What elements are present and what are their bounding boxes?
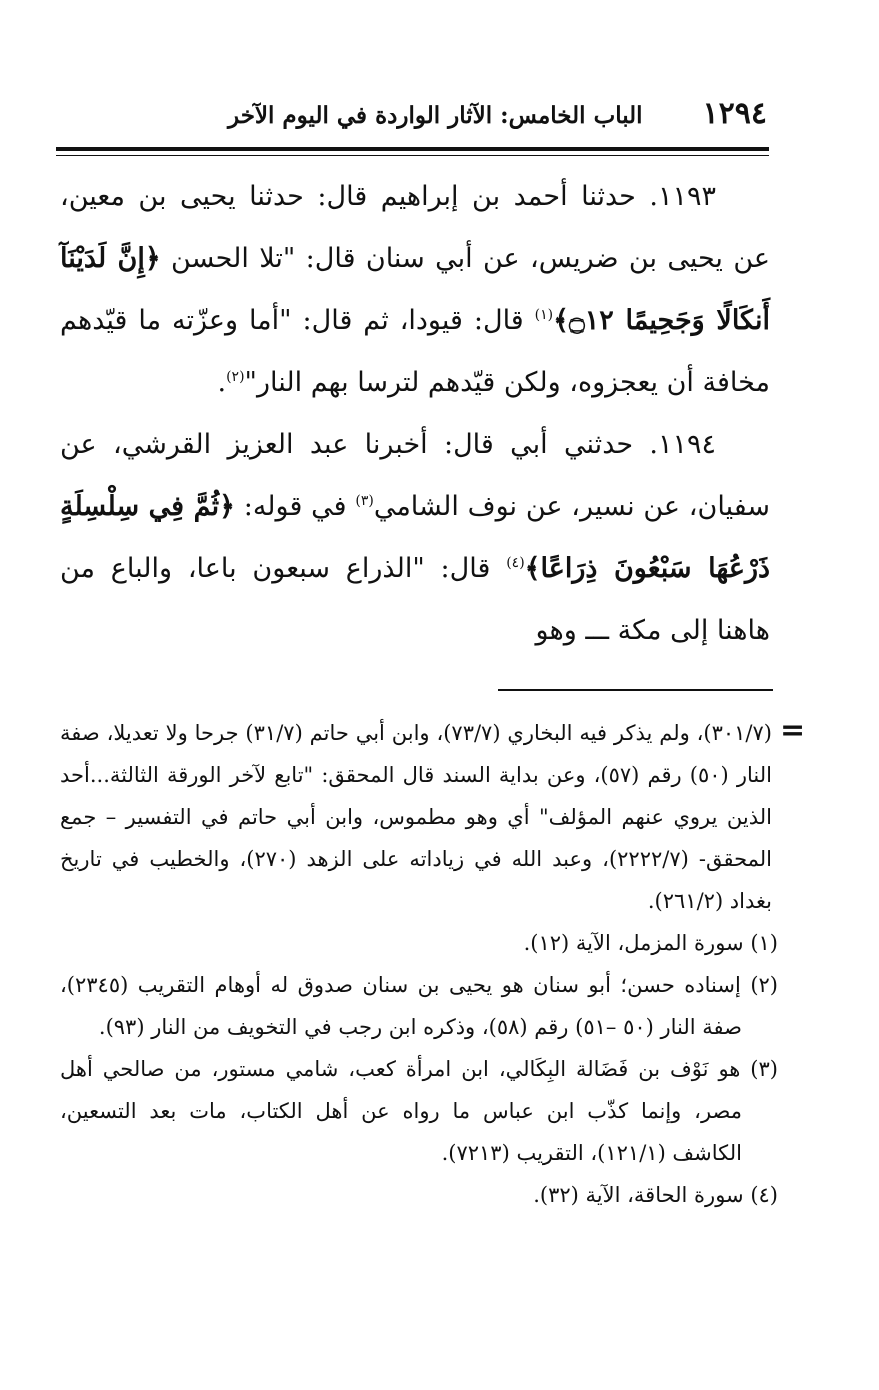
paragraph-1193 [60,166,770,414]
footnote-3: (٣) هو نَوْف بن فَضَالة البِكَالي، ابن امرأة كعب، شامي مستور، من صالحي أهل مصر، وإنما كذّب ابن عباس ما رواه عن أهل الكتاب، مات بعد التسعين، الكاشف (١٢١/١)، التقريب (٧٢١٣). [60,1057,778,1165]
footnote-separator [498,689,773,691]
paragraph-text: ١١٩٣. حدثنا أحمد بن إبراهيم قال: حدثنا يحيى بن معين، عن يحيى بن ضريس، عن أبي سنان قال: "تلا الحسن [60,181,770,274]
quran-verse: ﴿ثُمَّ فِي سِلْسِلَةٍ ذَرْعُهَا سَبْعُونَ ذِرَاعًا﴾ [60,491,770,584]
main-text [60,166,770,662]
footnotes [60,712,778,1216]
paragraph-text: في قوله: [243,491,347,522]
paragraph-text: ١١٩٤. حدثني أبي قال: أخبرنا عبد العزيز القرشي، عن سفيان، عن نسير، عن نوف الشامي [60,429,771,522]
footnote-ref: (٢) [226,369,245,385]
paragraph-text: قال: قيودا، ثم قال: "أما وعزّته ما قيّدهم مخافة أن يعجزوه، ولكن قيّدهم لترسا بهم النار" [60,305,770,398]
paragraph-text: . [217,367,227,398]
footnote-1: (١) سورة المزمل، الآية (١٢). [523,931,778,955]
running-head: الباب الخامس: الآثار الواردة في اليوم الآخر [228,102,643,129]
continuation-mark: = [780,713,806,748]
quran-verse: ﴿إِنَّ لَدَيْنَآ أَنكَالًا وَجَحِيمًا ۝١٢﴾ [60,243,770,336]
footnote-ref: (١) [534,307,554,323]
footnote-4: (٤) سورة الحاقة، الآية (٣٢). [533,1183,778,1207]
paragraph-text: قال: "الذراع سبعون باعا، والباع من هاهنا إلى مكة ـــ وهو [60,553,770,646]
page-number: ١٢٩٤ [702,96,767,131]
footnote-2: (٢) إسناده حسن؛ أبو سنان هو يحيى بن سنان صدوق له أوهام التقريب (٢٣٤٥)، صفة النار (٥٠ –٥١) رقم (٥٨)، وذكره ابن رجب في التخويف من النار (٩٣). [60,973,778,1039]
header-rule-thin [56,155,769,156]
footnote-continuation: (٣٠١/٧)، ولم يذكر فيه البخاري (٧٣/٧)، وابن أبي حاتم (٣١/٧) جرحا ولا تعديلا، صفة النار (٥٠) رقم (٥٧)، وعن بداية السند قال المحقق: "تابع لآخر الورقة الثالثة...أحد الذين يروي عنهم المؤلف" أي وهو مطموس، وابن أبي حاتم في التفسير – جمع المحقق- (٢٢٢٢/٧)، وعبد الله في زياداته على الزهد (٢٧٠)، والخطيب في تاريخ بغداد (٢٦١/٢). [60,721,773,913]
footnote-ref: (٤) [506,555,525,571]
header-rule-thick [56,147,769,151]
footnote-ref: (٣) [355,493,374,509]
paragraph-1194 [60,414,770,662]
